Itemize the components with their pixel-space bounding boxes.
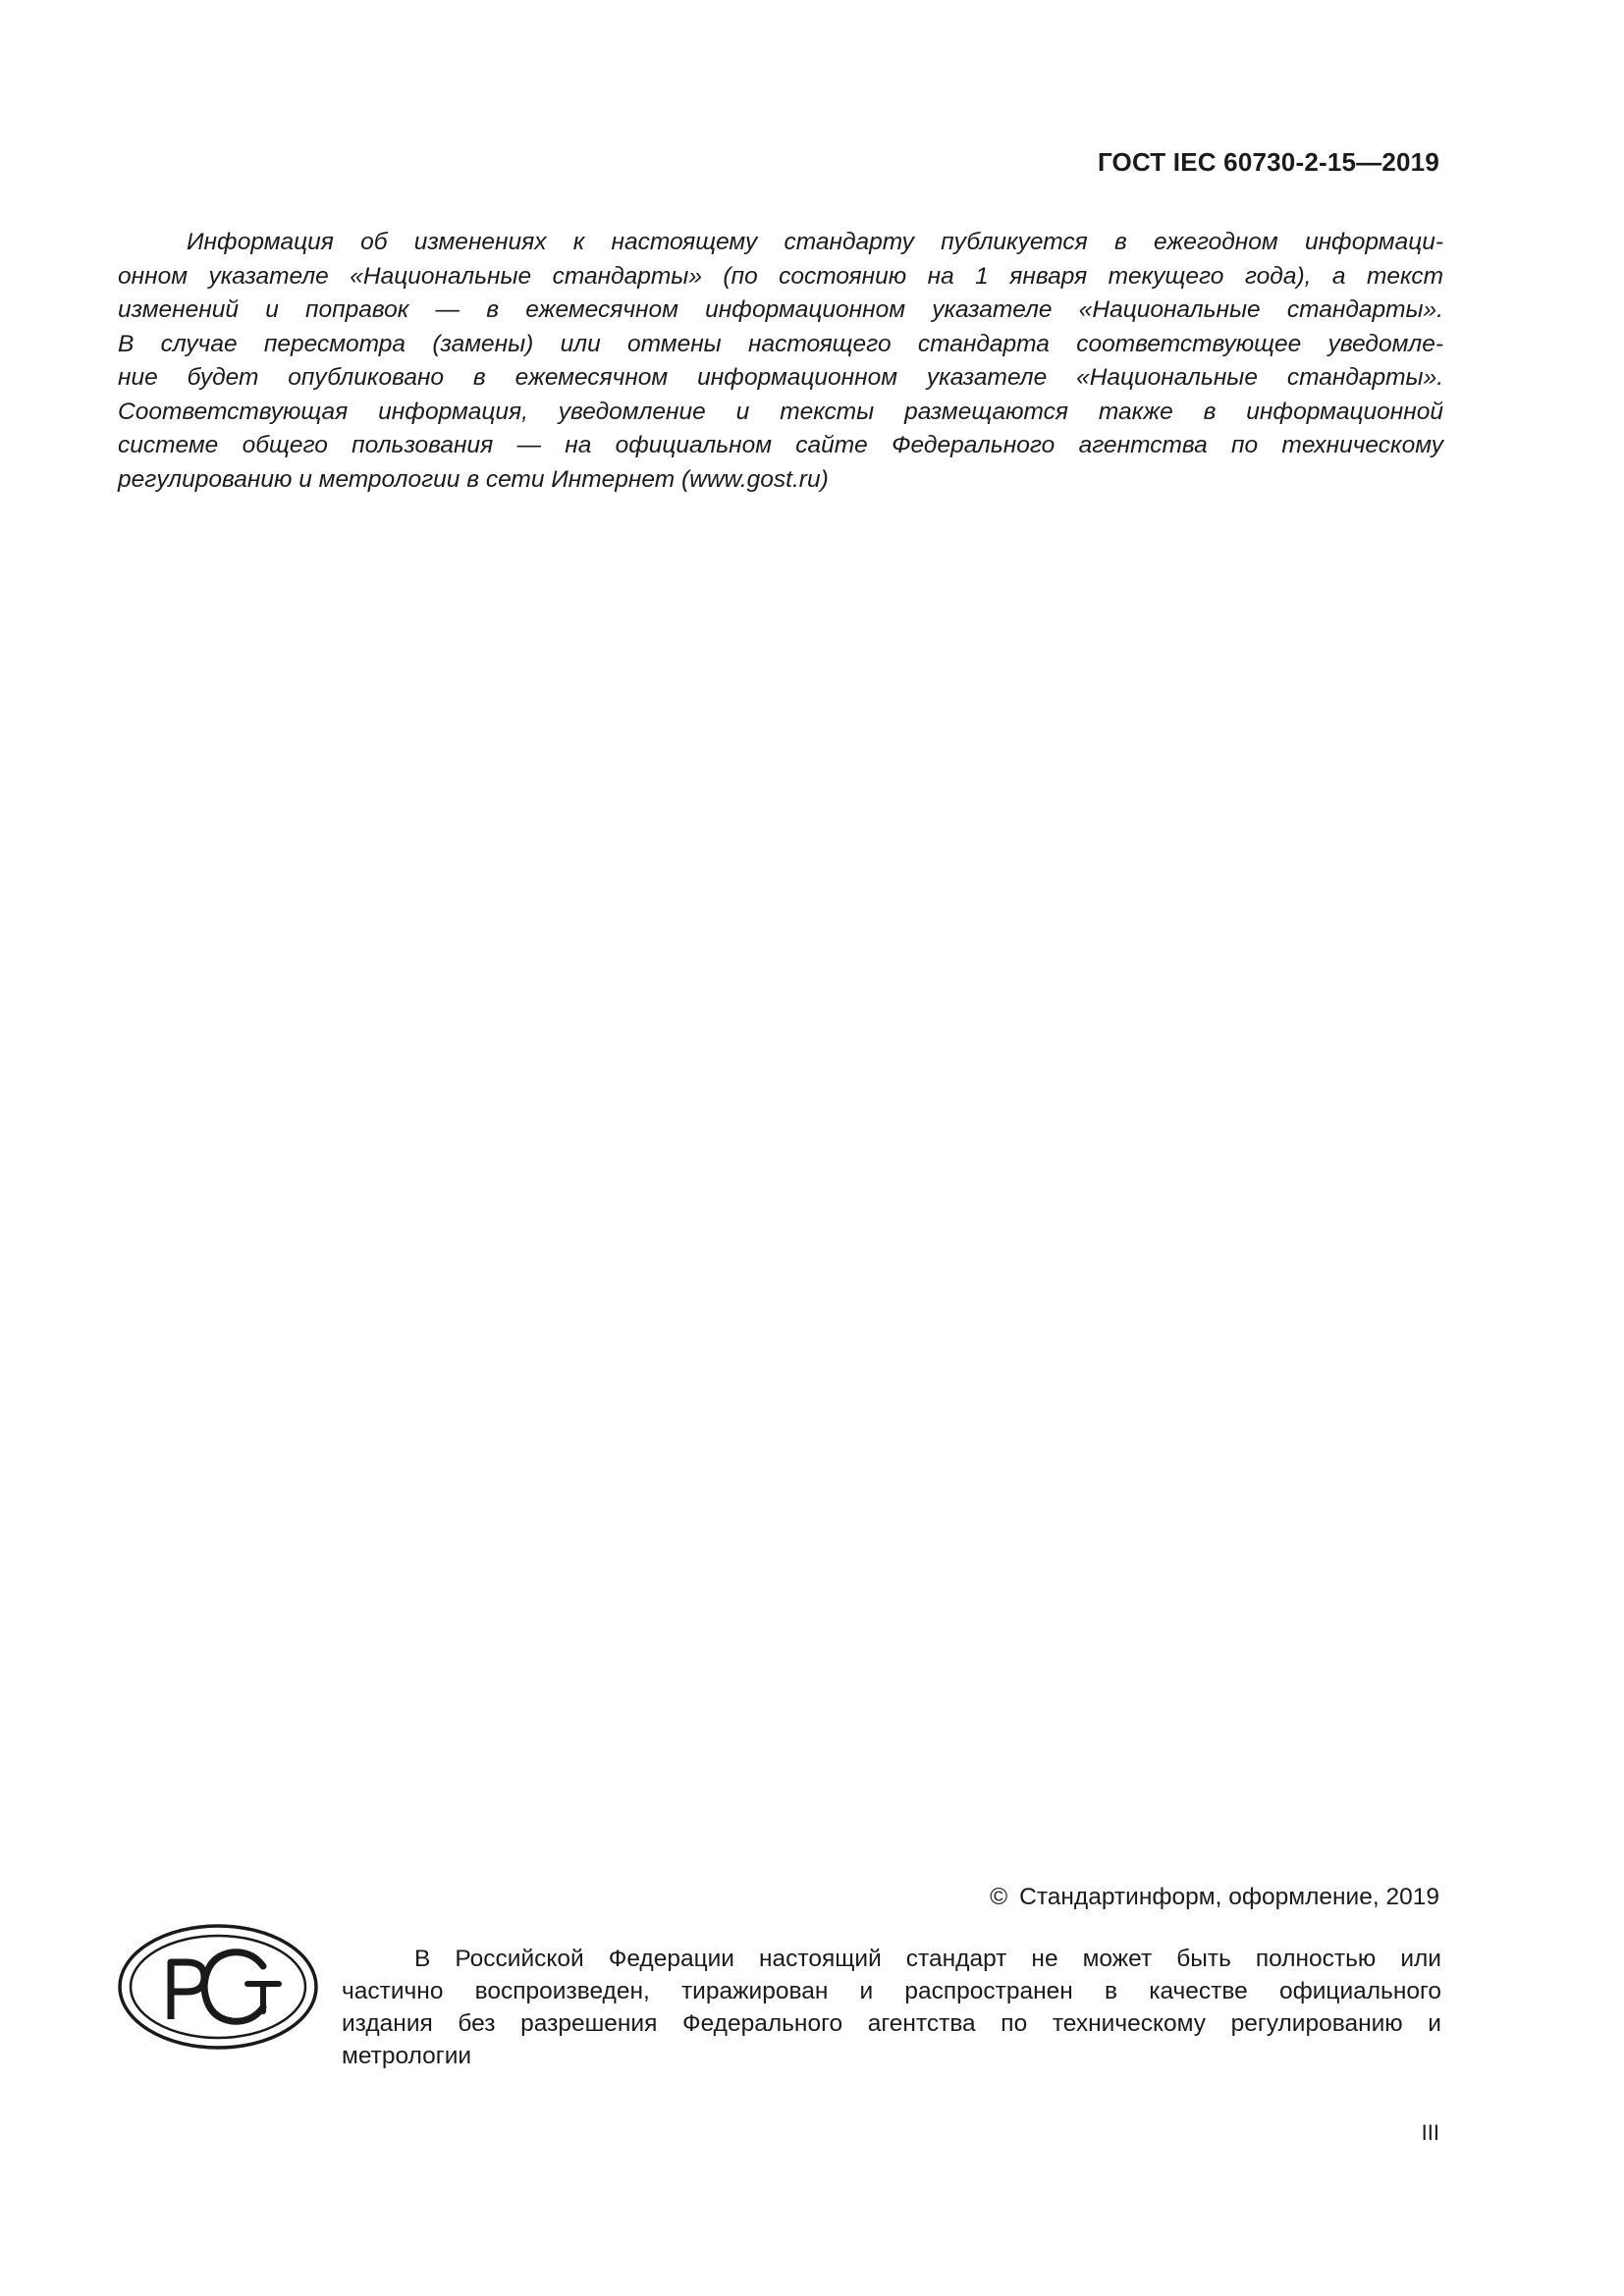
paragraph-line: ние будет опубликовано в ежемесячном информационном указателе «Национальные стандарты». — [118, 364, 1443, 391]
paragraph-line: В Российской Федерации настоящий стандарт не может быть полностью или — [414, 1946, 1441, 1972]
reproduction-rights-paragraph — [342, 1943, 1441, 2072]
paragraph-line: частично воспроизведен, тиражирован и распространен в качестве официального — [342, 1978, 1441, 2004]
page-number: III — [1421, 2120, 1439, 2145]
paragraph-line: Соответствующая информация, уведомление и тексты размещаются также в информационной — [118, 398, 1443, 425]
document-code: ГОСТ IEC 60730-2-15—2019 — [1097, 147, 1439, 177]
copyright-icon: © — [990, 1884, 1008, 1910]
copyright-text: Стандартинформ, оформление, 2019 — [1019, 1884, 1439, 1910]
copyright-notice — [990, 1884, 1439, 1911]
paragraph-line: изменений и поправок — в ежемесячном информационном указателе «Национальные стандарты». — [118, 296, 1443, 323]
paragraph-line: онном указателе «Национальные стандарты» (по состоянию на 1 января текущего года), а текст — [118, 262, 1443, 290]
paragraph-line: Информация об изменениях к настоящему стандарту публикуется в ежегодном информаци- — [187, 229, 1443, 255]
paragraph-line: системе общего пользования — на официальном сайте Федерального агентства по техническому — [118, 432, 1443, 458]
paragraph-line: издания без разрешения Федерального агентства по техническому регулированию и — [342, 2010, 1441, 2037]
update-info-paragraph — [118, 226, 1443, 497]
paragraph-line: метрологии — [342, 2043, 472, 2069]
paragraph-line: В случае пересмотра (замены) или отмены настоящего стандарта соответствующее уведомле- — [118, 330, 1443, 357]
paragraph-line: регулированию и метрологии в сети Интернет (www.gost.ru) — [118, 465, 829, 493]
rst-certification-mark-icon — [116, 1921, 320, 2053]
